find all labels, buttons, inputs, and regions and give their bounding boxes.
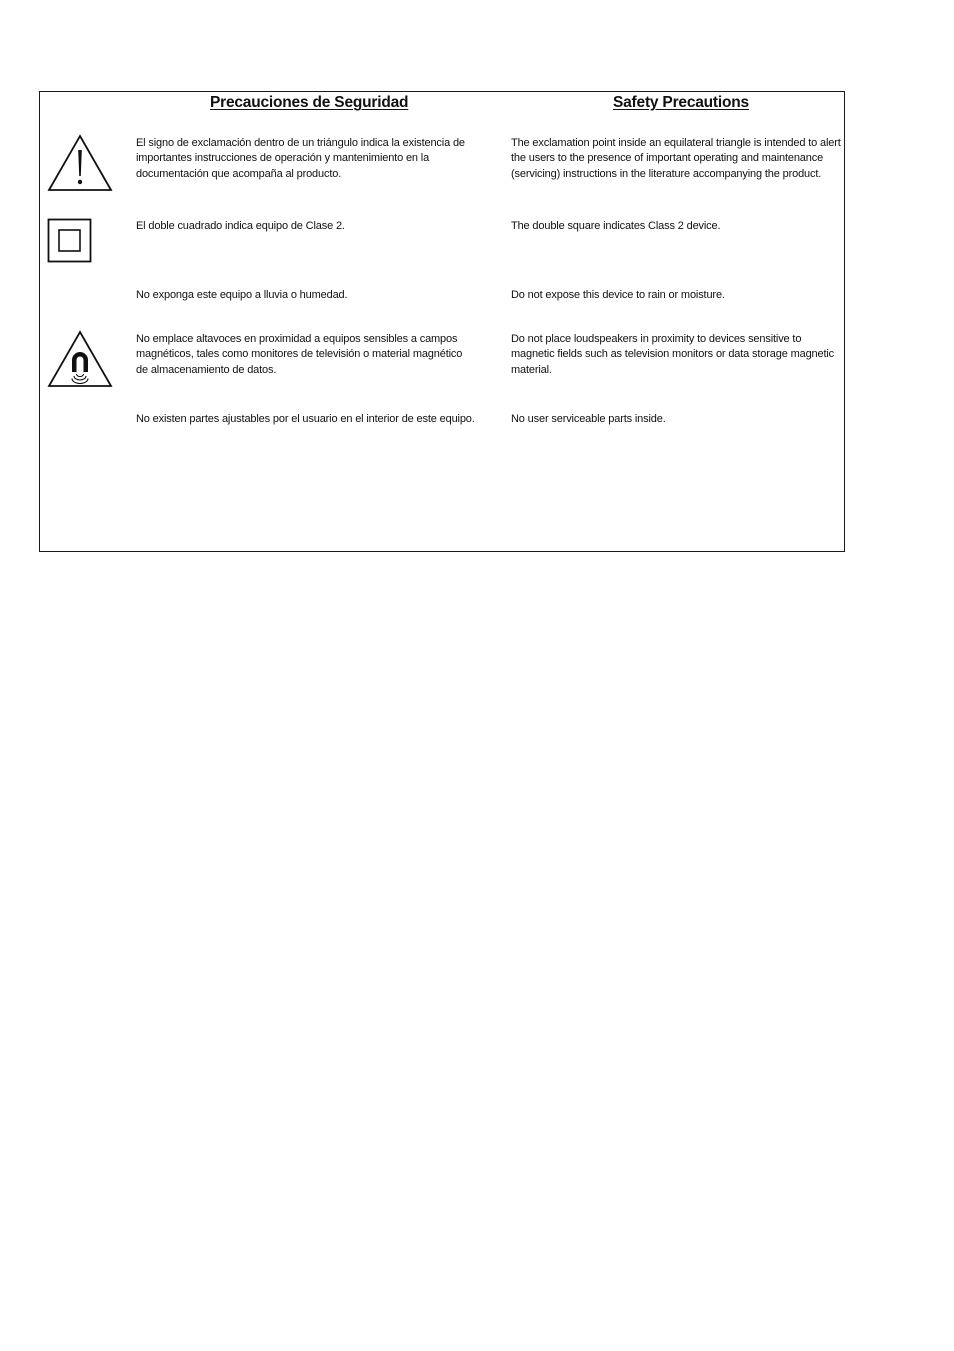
precaution-2-en: The double square indicates Class 2 device. (511, 220, 721, 232)
precaution-5-es: No existen partes ajustables por el usuario en el interior de este equipo. (136, 413, 475, 425)
magnet-warning-icon (47, 330, 113, 388)
precaution-3-en: Do not expose this device to rain or moisture. (511, 289, 725, 301)
double-square-icon (47, 218, 93, 264)
precaution-5-en: No user serviceable parts inside. (511, 413, 666, 425)
precaution-2-es: El doble cuadrado indica equipo de Clase 2. (136, 220, 345, 232)
precaution-3-es: No exponga este equipo a lluvia o humedad. (136, 289, 348, 301)
precaution-1-es: El signo de exclamación dentro de un triángulo indica la existencia de importantes instrucciones de operación y mantenimiento en la documentación que acompaña al producto. (136, 137, 465, 180)
precaution-1-en: The exclamation point inside an equilateral triangle is intended to alert the users to the presence of important operating and maintenance (servicing) instructions in the literature accompanying the product. (511, 137, 841, 180)
exclamation-triangle-icon (47, 134, 113, 192)
precaution-4-es: No emplace altavoces en proximidad a equipos sensibles a campos magnéticos, tales como monitores de televisión o material magnético de almacenamiento de datos. (136, 333, 463, 376)
precaution-4-en: Do not place loudspeakers in proximity to devices sensitive to magnetic fields such as television monitors or data storage magnetic material. (511, 333, 835, 376)
heading-english: Safety Precautions (613, 94, 749, 111)
heading-spanish: Precauciones de Seguridad (210, 94, 409, 111)
